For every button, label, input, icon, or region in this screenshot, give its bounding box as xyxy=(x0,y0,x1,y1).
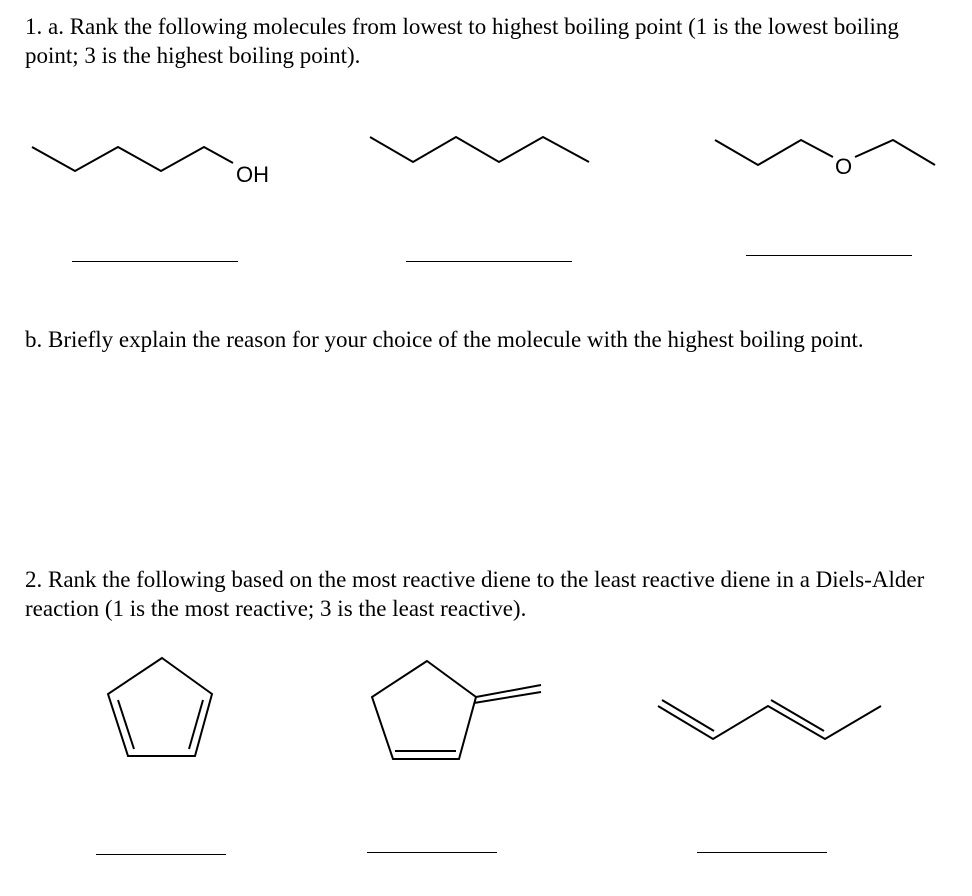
answer-blank-2-2[interactable] xyxy=(367,852,497,853)
hexadiene-double-bond-1 xyxy=(662,700,714,731)
answer-blank-2-1[interactable] xyxy=(96,854,226,855)
hexadiene-double-bond-2 xyxy=(771,700,824,731)
hexanol-oh-label: OH xyxy=(236,162,269,187)
question-2-text: 2. Rank the following based on the most reactive diene to the least reactive diene in a Diels-Alder reaction (1 is the most reactive; 3 is the least reactive). xyxy=(25,567,925,621)
ether-oxygen-label: O xyxy=(835,154,853,179)
question-1b-text: b. Briefly explain the reason for your choice of the molecule with the highest boiling point. xyxy=(25,327,864,352)
answer-blank-2-3[interactable] xyxy=(697,852,827,853)
question-1a-text: 1. a. Rank the following molecules from lowest to highest boiling point (1 is the lowest boiling point; 3 is the highest boiling point). xyxy=(25,14,899,68)
hexadiene-chain xyxy=(658,706,881,739)
